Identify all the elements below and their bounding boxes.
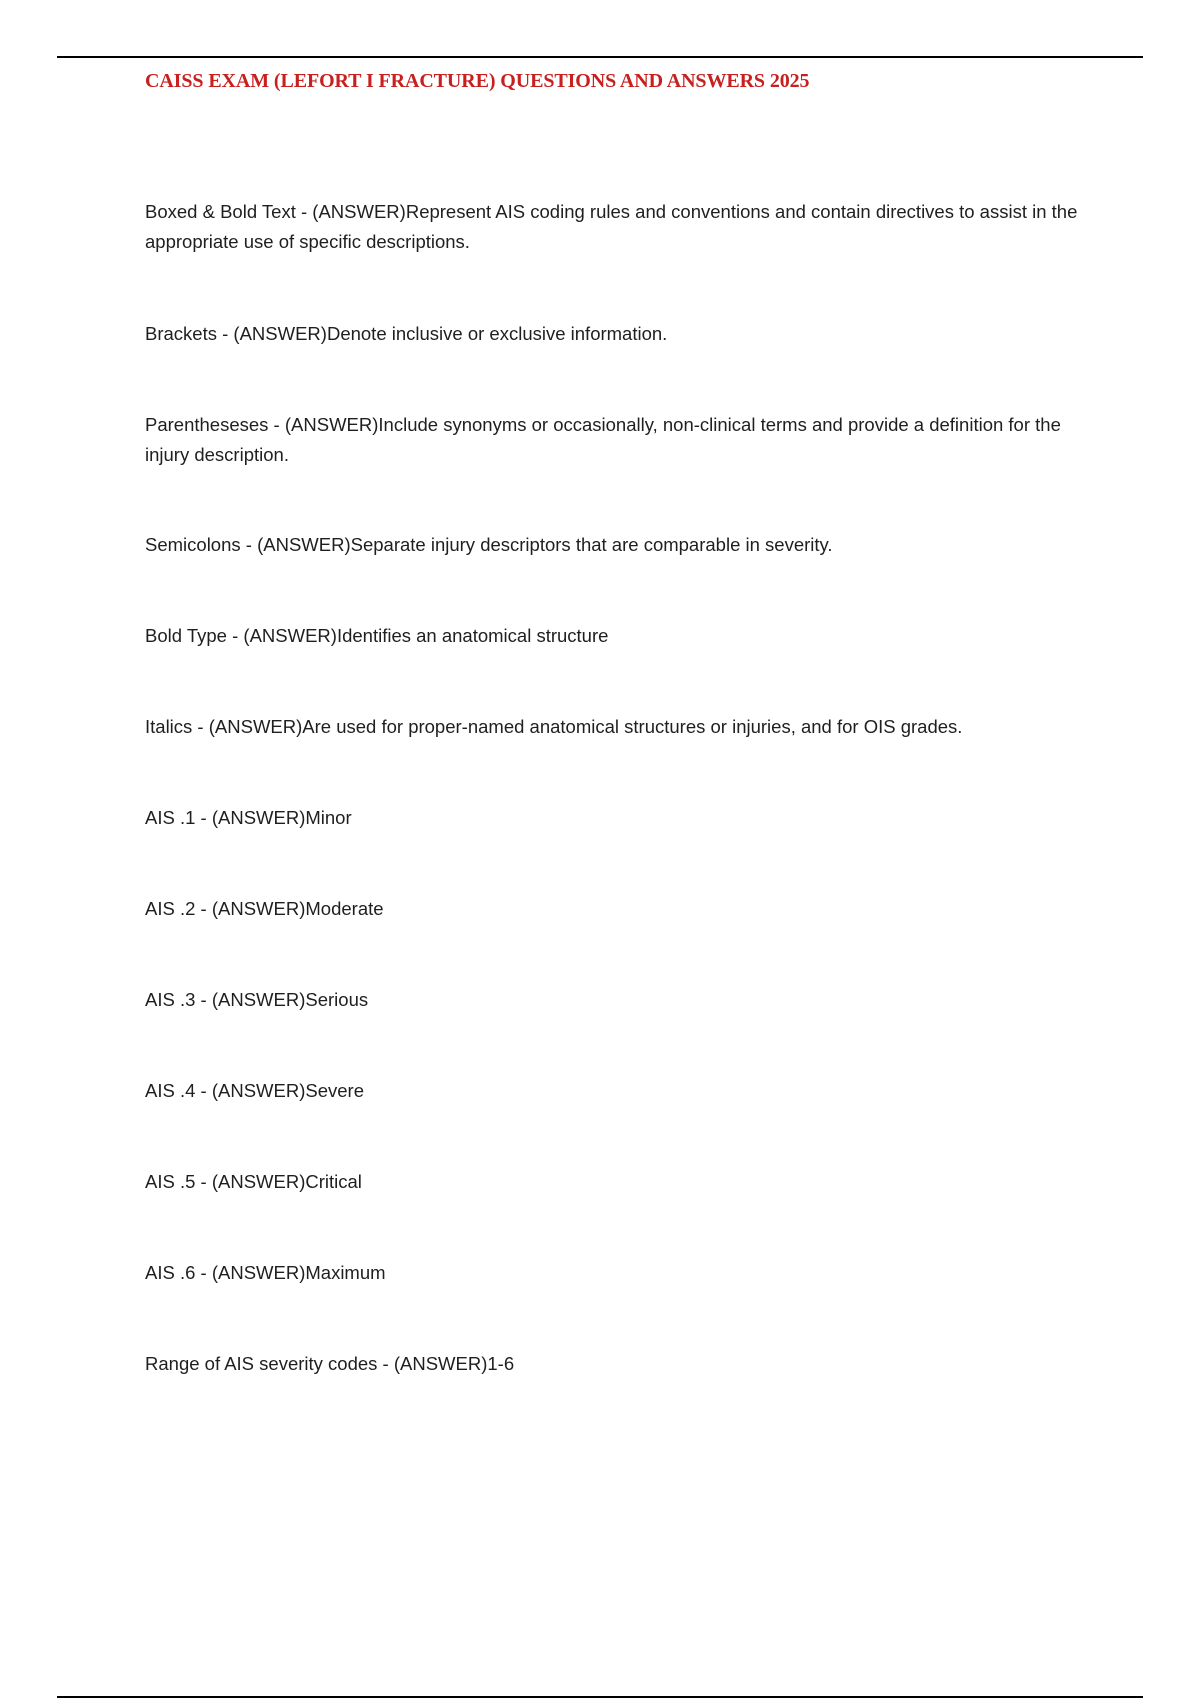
qa-term: AIS .2 — [145, 898, 196, 919]
qa-term: AIS .1 — [145, 807, 196, 828]
qa-answer: Moderate — [305, 898, 384, 919]
qa-answer-prefix: (ANSWER) — [211, 989, 306, 1010]
qa-answer-prefix: (ANSWER) — [243, 625, 337, 646]
bottom-rule — [57, 1696, 1143, 1698]
qa-item — [145, 985, 1095, 1015]
qa-separator: - — [195, 1171, 212, 1192]
qa-separator: - — [195, 807, 212, 828]
qa-answer: Identifies an anatomical structure — [336, 625, 609, 646]
qa-item — [145, 530, 1095, 560]
qa-separator: - — [195, 898, 212, 919]
qa-answer: Severe — [305, 1080, 364, 1101]
qa-separator: - — [195, 1262, 212, 1283]
qa-answer: Are used for proper-named anatomical structures or injuries, and for OIS grades. — [302, 716, 963, 737]
qa-separator: - — [295, 201, 313, 222]
qa-term: AIS .5 — [145, 1171, 196, 1192]
qa-item — [145, 319, 1095, 349]
qa-answer-prefix: (ANSWER) — [393, 1353, 488, 1374]
qa-separator: - — [192, 716, 209, 737]
qa-answer-prefix: (ANSWER) — [211, 1080, 306, 1101]
qa-term: Parentheseses — [145, 414, 269, 435]
qa-separator: - — [195, 989, 212, 1010]
qa-term: Semicolons — [145, 534, 241, 555]
qa-answer: Include synonyms or occasionally, non-clinical terms and provide a definition for the injury description. — [145, 414, 1061, 465]
qa-answer-prefix: (ANSWER) — [211, 898, 306, 919]
qa-term: AIS .3 — [145, 989, 196, 1010]
qa-term: Italics — [145, 716, 193, 737]
qa-separator: - — [268, 414, 285, 435]
qa-term: Range of AIS severity codes — [145, 1353, 378, 1374]
qa-answer: Maximum — [305, 1262, 386, 1283]
qa-item — [145, 197, 1095, 257]
qa-term: Boxed & Bold Text — [145, 201, 296, 222]
qa-item — [145, 712, 1095, 742]
qa-term: AIS .6 — [145, 1262, 196, 1283]
qa-item — [145, 621, 1095, 651]
qa-answer: Represent AIS coding rules and conventions and contain directives to assist in the appropriate use of specific descriptions. — [145, 201, 1078, 252]
qa-separator: - — [240, 534, 258, 555]
qa-answer: Critical — [305, 1171, 362, 1192]
qa-separator: - — [195, 1080, 212, 1101]
qa-separator: - — [226, 625, 244, 646]
qa-answer: Minor — [305, 807, 352, 828]
top-rule — [57, 56, 1143, 58]
qa-answer-prefix: (ANSWER) — [284, 414, 379, 435]
document-title: CAISS EXAM (LEFORT I FRACTURE) QUESTIONS AND ANSWERS 2025 — [145, 70, 810, 92]
qa-separator: - — [216, 323, 234, 344]
qa-answer-prefix: (ANSWER) — [211, 807, 306, 828]
qa-answer: Separate injury descriptors that are comparable in severity. — [350, 534, 833, 555]
qa-item — [145, 410, 1095, 470]
qa-separator: - — [377, 1353, 394, 1374]
qa-item — [145, 894, 1095, 924]
qa-answer-prefix: (ANSWER) — [211, 1262, 306, 1283]
qa-answer-prefix: (ANSWER) — [211, 1171, 306, 1192]
qa-answer-prefix: (ANSWER) — [257, 534, 351, 555]
qa-answer-prefix: (ANSWER) — [208, 716, 303, 737]
qa-item — [145, 803, 1095, 833]
qa-item — [145, 1076, 1095, 1106]
qa-item — [145, 1258, 1095, 1288]
qa-answer-prefix: (ANSWER) — [233, 323, 327, 344]
qa-item — [145, 1167, 1095, 1197]
qa-term: Brackets — [145, 323, 217, 344]
qa-answer-prefix: (ANSWER) — [312, 201, 406, 222]
qa-answer: 1-6 — [487, 1353, 515, 1374]
qa-term: Bold Type — [145, 625, 227, 646]
qa-answer: Serious — [305, 989, 369, 1010]
qa-answer: Denote inclusive or exclusive information. — [326, 323, 668, 344]
qa-item — [145, 1349, 1095, 1379]
qa-term: AIS .4 — [145, 1080, 196, 1101]
